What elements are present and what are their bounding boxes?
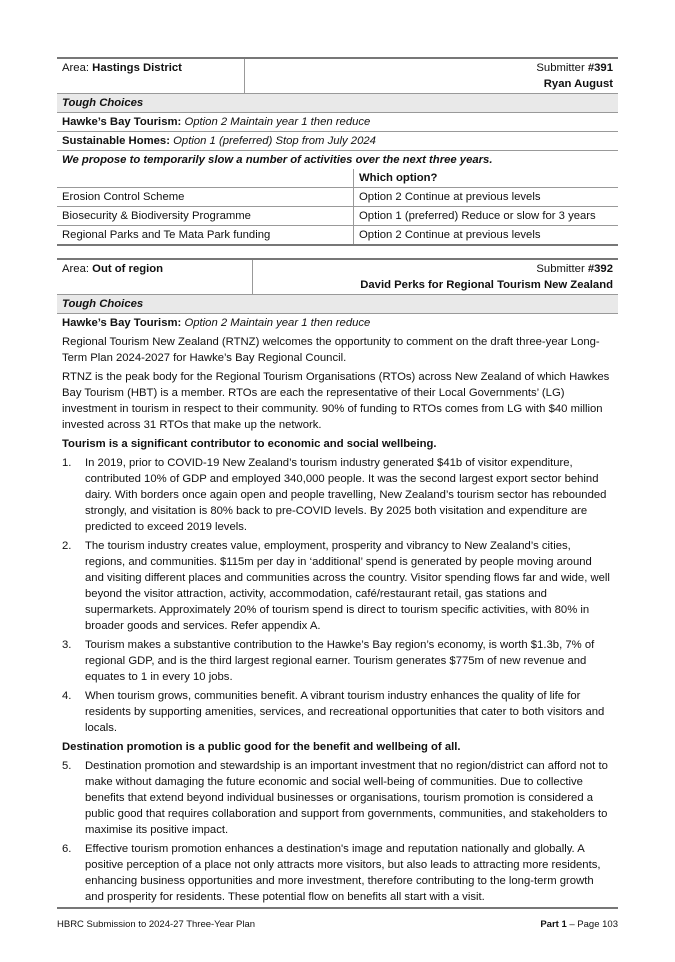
area-label: Area: xyxy=(62,263,90,275)
footer-page: – Page 103 xyxy=(566,919,618,930)
activity-header-cell xyxy=(57,169,354,187)
activity-cell: Biosecurity & Biodiversity Programme xyxy=(57,207,354,225)
footer-part: Part 1 xyxy=(540,919,567,930)
tough-choices-heading: Tough Choices xyxy=(57,295,618,314)
hb-tourism-option: Option 2 Maintain year 1 then reduce xyxy=(184,317,371,329)
area-label: Area: xyxy=(62,62,90,74)
submitter-cell xyxy=(245,59,618,93)
numbered-list-2 xyxy=(57,757,618,909)
section-heading-1: Tourism is a significant contributor to economic and social wellbeing. xyxy=(62,438,437,450)
section-heading-2: Destination promotion is a public good for the benefit and wellbeing of all. xyxy=(62,741,461,753)
activity-cell: Erosion Control Scheme xyxy=(57,188,354,206)
list-number: 2. xyxy=(62,540,72,552)
list-item xyxy=(62,454,618,537)
option-cell: Option 1 (preferred) Reduce or slow for 3 years xyxy=(359,210,596,222)
list-text: Tourism makes a substantive contribution to the Hawke’s Bay region’s economy, is worth $1.3b, 7% of regional GDP, and is the third largest regional earner. Tourism generates $775m of new revenue and equates to 1 in every 10 jobs. xyxy=(85,639,595,683)
list-text: The tourism industry creates value, employment, prosperity and vibrancy to New Zealand’s cities, regions, and communities. $115m per day in ‘additional’ spend is generated by people moving around and visiting different places and communities across the country. Visitor spending flows far and wide, well beyond the visitor attraction, activity, accommodation, café/restaurant retail, gas stations and supermarkets. Approximately 20% of tourism spend is direct to tourism specific activities, with 80% in broader goods and services. Refer appendix A. xyxy=(85,540,610,632)
hb-tourism-choice xyxy=(57,314,618,333)
list-text: When tourism grows, communities benefit. A vibrant tourism industry enhances the quality of life for residents by supporting amenities, services, and recreational opportunities that cater to both visitors and locals. xyxy=(85,690,605,734)
list-number: 1. xyxy=(62,457,72,469)
submitter-label: Submitter xyxy=(536,263,585,275)
list-item xyxy=(62,840,618,907)
submitter-number: #391 xyxy=(587,62,613,74)
hb-tourism-option: Option 2 Maintain year 1 then reduce xyxy=(184,116,371,128)
submitter-name: David Perks for Regional Tourism New Zealand xyxy=(360,279,613,291)
area-value: Out of region xyxy=(92,263,164,275)
tough-choices-heading: Tough Choices xyxy=(57,94,618,113)
list-number: 5. xyxy=(62,760,72,772)
activity-cell: Regional Parks and Te Mata Park funding xyxy=(57,226,354,244)
footer-page-number xyxy=(540,917,618,933)
hb-tourism-choice xyxy=(57,113,618,132)
submitter-label: Submitter xyxy=(536,62,585,74)
which-option-header: Which option? xyxy=(359,172,438,184)
intro-paragraph-1: Regional Tourism New Zealand (RTNZ) welcomes the opportunity to comment on the draft three-year Long-Term Plan 2024-2027 for Hawke’s Bay Regional Council. xyxy=(62,336,600,364)
document-page xyxy=(57,57,618,909)
table-row xyxy=(57,188,618,207)
hb-tourism-label: Hawke’s Bay Tourism: xyxy=(62,116,182,128)
list-text: Destination promotion and stewardship is an important investment that no region/district can afford not to make without damaging the future economic and social well-being of communities. Due to collective benefits that extend beyond individual businesses or organisations, tourism promotion is considered a public good that requires collaboration and support from governments, communities, and stakeholders to maximise its positive impact. xyxy=(85,760,608,836)
list-number: 6. xyxy=(62,843,72,855)
list-item xyxy=(62,687,618,738)
table-row xyxy=(57,226,618,246)
area-value: Hastings District xyxy=(92,62,182,74)
list-number: 3. xyxy=(62,639,72,651)
homes-option: Option 1 (preferred) Stop from July 2024 xyxy=(173,135,376,147)
page-footer xyxy=(57,917,618,933)
list-number: 4. xyxy=(62,690,72,702)
options-table-header xyxy=(57,169,618,188)
table-row xyxy=(57,207,618,226)
hb-tourism-label: Hawke’s Bay Tourism: xyxy=(62,317,182,329)
list-item xyxy=(62,757,618,840)
sustainable-homes-choice xyxy=(57,132,618,151)
submitter-name: Ryan August xyxy=(543,78,613,90)
area-cell xyxy=(57,59,245,93)
submitter-number: #392 xyxy=(587,263,613,275)
numbered-list-1 xyxy=(57,454,618,738)
homes-label: Sustainable Homes: xyxy=(62,135,170,147)
submission-391-header xyxy=(57,57,618,94)
list-item xyxy=(62,537,618,636)
submitter-cell xyxy=(253,260,618,294)
propose-text: We propose to temporarily slow a number of activities over the next three years. xyxy=(62,154,493,166)
intro-paragraph-2: RTNZ is the peak body for the Regional Tourism Organisations (RTOs) across New Zealand of which Hawkes Bay Tourism (HBT) is a member. RTOs are each the representative of their Local Governments’ (LG) investment in tourism in respect to their community. 90% of funding to RTOs comes from LG with $40 million invested across 31 RTOs that make up the network. xyxy=(62,371,610,431)
list-text: Effective tourism promotion enhances a destination's image and reputation nationally and globally. A positive perception of a place not only attracts more visitors, but also leads to attracting more residents, enhancing business opportunities and more investment, therefore contributing to the long-term growth and prosperity for residents. These potential flow on benefits all start with a visit. xyxy=(85,843,601,903)
area-cell xyxy=(57,260,253,294)
list-text: In 2019, prior to COVID-19 New Zealand’s tourism industry generated $41b of visitor expenditure, contributed 10% of GDP and employed 340,000 people. It was the second largest export sector behind dairy. With borders once again open and people travelling, New Zealand’s tourism sector has rebounded strongly, and visitation is 80% back to pre-COVID levels. By 2025 both visitation and expenditure are predicted to exceed 2019 levels. xyxy=(85,457,607,533)
option-cell: Option 2 Continue at previous levels xyxy=(359,191,541,203)
propose-row xyxy=(57,151,618,169)
list-item xyxy=(62,636,618,687)
option-cell: Option 2 Continue at previous levels xyxy=(359,229,541,241)
submission-392-header xyxy=(57,258,618,295)
footer-title: HBRC Submission to 2024-27 Three-Year Plan xyxy=(57,919,256,930)
